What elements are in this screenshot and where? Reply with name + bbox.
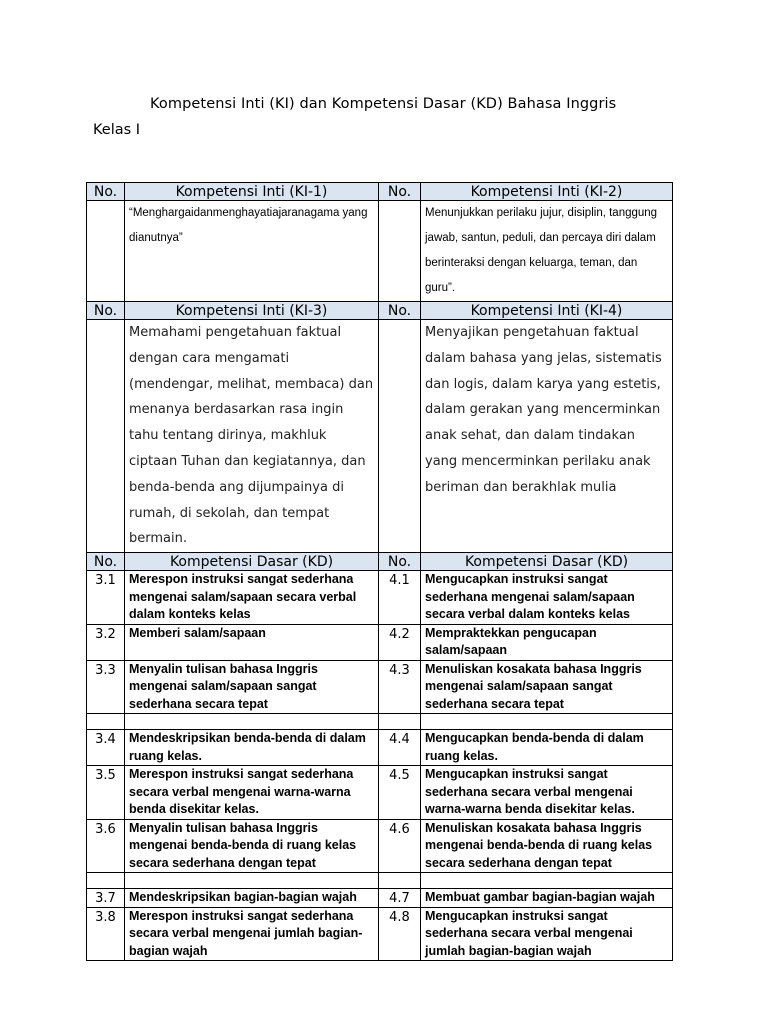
kd-number: 4.6 bbox=[379, 819, 421, 873]
empty-cell bbox=[379, 201, 421, 302]
empty-cell bbox=[125, 873, 379, 889]
class-label: Kelas I bbox=[93, 122, 141, 138]
no-header: No. bbox=[87, 183, 125, 201]
kd-number: 3.8 bbox=[87, 907, 125, 961]
kd-number: 3.5 bbox=[87, 766, 125, 820]
kd-4-header: Kompetensi Dasar (KD) bbox=[421, 553, 673, 571]
document-title: Kompetensi Inti (KI) dan Kompetensi Dasar (KD) Bahasa Inggris bbox=[150, 96, 617, 112]
kd-row bbox=[87, 624, 673, 660]
empty-cell bbox=[87, 873, 125, 889]
empty-cell bbox=[421, 714, 673, 730]
empty-cell bbox=[379, 873, 421, 889]
kd-text: Memberi salam/sapaan bbox=[125, 624, 379, 660]
competency-table bbox=[86, 182, 673, 961]
kd-text: Mempraktekkan pengucapan salam/sapaan bbox=[421, 624, 673, 660]
empty-cell bbox=[87, 320, 125, 553]
ki-1-header: Kompetensi Inti (KI-1) bbox=[125, 183, 379, 201]
separator-row bbox=[87, 714, 673, 730]
ki-2-header: Kompetensi Inti (KI-2) bbox=[421, 183, 673, 201]
kd-text: Mendeskripsikan benda-benda di dalam ruang kelas. bbox=[125, 730, 379, 766]
separator-row bbox=[87, 873, 673, 889]
kd-number: 3.2 bbox=[87, 624, 125, 660]
kd-text: Mendeskripsikan bagian-bagian wajah bbox=[125, 889, 379, 908]
kd-number: 4.7 bbox=[379, 889, 421, 908]
kd-text: Menyalin tulisan bahasa Inggris mengenai salam/sapaan sangat sederhana secara tepat bbox=[125, 660, 379, 714]
kd-number: 4.4 bbox=[379, 730, 421, 766]
no-header: No. bbox=[379, 183, 421, 201]
kd-text: Mengucapkan benda-benda di dalam ruang kelas. bbox=[421, 730, 673, 766]
kd-number: 4.2 bbox=[379, 624, 421, 660]
empty-cell bbox=[87, 201, 125, 302]
no-header: No. bbox=[87, 302, 125, 320]
kd-3-header: Kompetensi Dasar (KD) bbox=[125, 553, 379, 571]
kd-row bbox=[87, 819, 673, 873]
kd-number: 3.7 bbox=[87, 889, 125, 908]
kd-number: 4.3 bbox=[379, 660, 421, 714]
ki-4-header: Kompetensi Inti (KI-4) bbox=[421, 302, 673, 320]
no-header: No. bbox=[379, 553, 421, 571]
ki-1-2-content-row bbox=[87, 201, 673, 302]
kd-number: 3.4 bbox=[87, 730, 125, 766]
kd-text: Merespon instruksi sangat sederhana secara verbal mengenai jumlah bagian-bagian wajah bbox=[125, 907, 379, 961]
ki-3-4-content-row bbox=[87, 320, 673, 553]
no-header: No. bbox=[379, 302, 421, 320]
kd-text: Mengucapkan instruksi sangat sederhana mengenai salam/sapaan secara verbal dalam konteks kelas bbox=[421, 571, 673, 625]
kd-text: Menuliskan kosakata bahasa Inggris mengenai salam/sapaan sangat sederhana secara tepat bbox=[421, 660, 673, 714]
ki-3-header: Kompetensi Inti (KI-3) bbox=[125, 302, 379, 320]
empty-cell bbox=[87, 714, 125, 730]
ki-1-text: “Menghargaidanmenghayatiajaranagama yang dianutnya” bbox=[125, 201, 379, 302]
empty-cell bbox=[379, 320, 421, 553]
empty-cell bbox=[421, 873, 673, 889]
ki-4-text: Menyajikan pengetahuan faktual dalam bahasa yang jelas, sistematis dan logis, dalam karya yang estetis, dalam gerakan yang mencerminkan anak sehat, dan dalam tindakan yang mencerminkan perilaku anak beriman dan berakhlak mulia bbox=[421, 320, 673, 553]
kd-number: 3.3 bbox=[87, 660, 125, 714]
kd-text: Menyalin tulisan bahasa Inggris mengenai benda-benda di ruang kelas secara sederhana dengan tepat bbox=[125, 819, 379, 873]
empty-cell bbox=[125, 714, 379, 730]
kd-text: Menuliskan kosakata bahasa Inggris mengenai benda-benda di ruang kelas secara sederhana dengan tepat bbox=[421, 819, 673, 873]
kd-text: Mengucapkan instruksi sangat sederhana secara verbal mengenai jumlah bagian-bagian wajah bbox=[421, 907, 673, 961]
kd-row bbox=[87, 907, 673, 961]
kd-row bbox=[87, 660, 673, 714]
kd-text: Mengucapkan instruksi sangat sederhana secara verbal mengenai warna-warna benda disekitar kelas. bbox=[421, 766, 673, 820]
kd-text: Merespon instruksi sangat sederhana secara verbal mengenai warna-warna benda disekitar kelas. bbox=[125, 766, 379, 820]
kd-number: 3.1 bbox=[87, 571, 125, 625]
kd-header-row bbox=[87, 553, 673, 571]
ki-1-2-header-row bbox=[87, 183, 673, 201]
ki-3-text: Memahami pengetahuan faktual dengan cara mengamati (mendengar, melihat, membaca) dan menanya berdasarkan rasa ingin tahu tentang dirinya, makhluk ciptaan Tuhan dan kegiatannya, dan benda-benda ang dijumpainya di rumah, di sekolah, dan tempat bermain. bbox=[125, 320, 379, 553]
kd-text: Membuat gambar bagian-bagian wajah bbox=[421, 889, 673, 908]
kd-number: 4.1 bbox=[379, 571, 421, 625]
kd-number: 3.6 bbox=[87, 819, 125, 873]
kd-text: Merespon instruksi sangat sederhana mengenai salam/sapaan secara verbal dalam konteks kelas bbox=[125, 571, 379, 625]
kd-row bbox=[87, 766, 673, 820]
empty-cell bbox=[379, 714, 421, 730]
no-header: No. bbox=[87, 553, 125, 571]
kd-row bbox=[87, 889, 673, 908]
kd-number: 4.8 bbox=[379, 907, 421, 961]
kd-row bbox=[87, 730, 673, 766]
ki-3-4-header-row bbox=[87, 302, 673, 320]
kd-number: 4.5 bbox=[379, 766, 421, 820]
kd-row bbox=[87, 571, 673, 625]
ki-2-text: Menunjukkan perilaku jujur, disiplin, tanggung jawab, santun, peduli, dan percaya diri dalam berinteraksi dengan keluarga, teman, dan guru”. bbox=[421, 201, 673, 302]
